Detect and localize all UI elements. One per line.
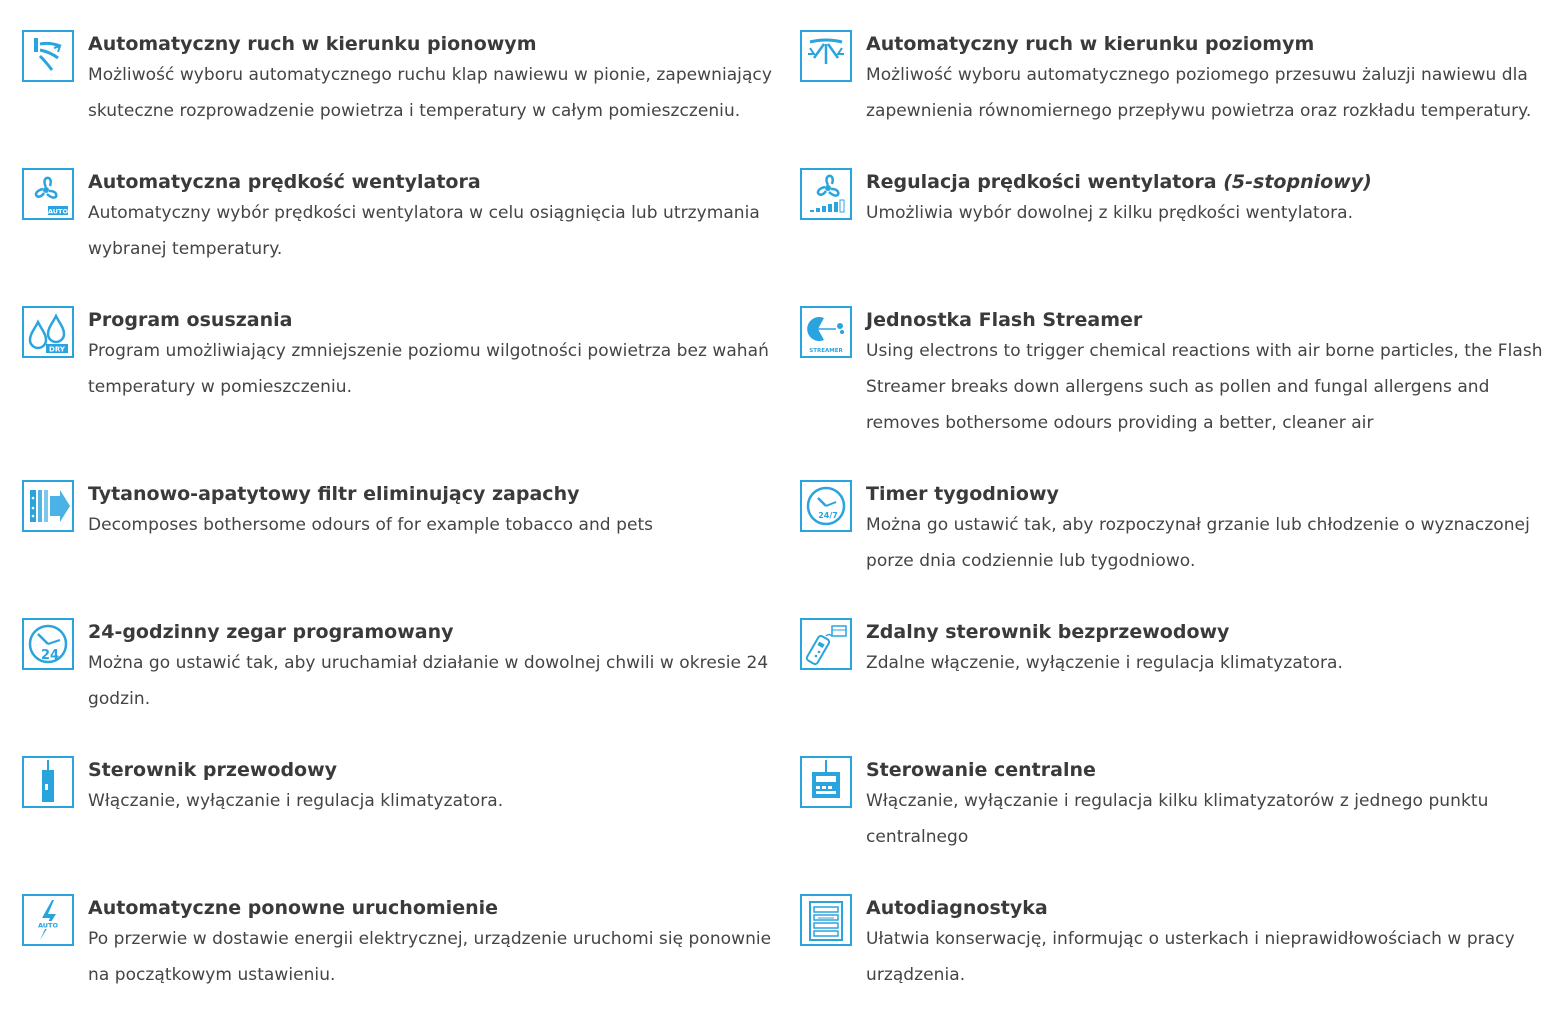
svg-text:AUTO: AUTO <box>47 207 69 216</box>
weekly-timer-icon <box>800 480 852 532</box>
feature-description: Decomposes bothersome odours of for example tobacco and pets <box>88 515 654 535</box>
svg-text:DRY: DRY <box>49 345 65 354</box>
feature-title: Jednostka Flash Streamer <box>866 309 1143 331</box>
auto-restart-icon <box>22 894 74 946</box>
streamer-icon <box>800 306 852 358</box>
feature-title: Program osuszania <box>88 309 293 331</box>
feature-description: Możliwość wyboru automatycznego poziomego przesuwu żaluzji nawiewu dla zapewnienia równomiernego przepływu powietrza oraz rozkładu temperatury. <box>866 65 1532 121</box>
feature-title: Automatyczny ruch w kierunku poziomym <box>866 33 1315 55</box>
feature-title: Sterownik przewodowy <box>88 759 338 781</box>
svg-text:24/7: 24/7 <box>818 511 838 520</box>
svg-text:AUTO: AUTO <box>37 921 59 930</box>
feature-description: Włączanie, wyłączanie i regulacja kilku klimatyzatorów z jednego punktu centralnego <box>866 791 1489 847</box>
fan-speed-steps-icon <box>800 168 852 220</box>
feature-title: Automatyczne ponowne uruchomienie <box>88 897 499 919</box>
feature-title: 24-godzinny zegar programowany <box>88 621 454 643</box>
fan-auto-icon <box>22 168 74 220</box>
feature-title: Autodiagnostyka <box>866 897 1048 919</box>
feature-description: Możliwość wyboru automatycznego ruchu klap nawiewu w pionie, zapewniający skuteczne rozprowadzenie powietrza i temperatury w całym pomieszczeniu. <box>88 65 772 121</box>
clock-24-icon <box>22 618 74 670</box>
vertical-swing-icon <box>22 30 74 82</box>
dry-drops-icon <box>22 306 74 358</box>
feature-description: Ułatwia konserwację, informując o usterkach i nieprawidłowościach w pracy urządzenia. <box>866 929 1515 985</box>
central-control-icon <box>800 756 852 808</box>
svg-text:24: 24 <box>40 648 60 663</box>
feature-description: Po przerwie w dostawie energii elektrycznej, urządzenie uruchomi się ponownie na początkowym ustawieniu. <box>88 929 772 985</box>
feature-title: Timer tygodniowy <box>866 483 1059 505</box>
filter-icon <box>22 480 74 532</box>
feature-title: Automatyczny ruch w kierunku pionowym <box>88 33 537 55</box>
feature-description: Using electrons to trigger chemical reactions with air borne particles, the Flash Streamer breaks down allergens such as pollen and fungal allergens and removes bothersome odours providing a better, cleaner air <box>866 341 1543 433</box>
feature-title: Zdalny sterownik bezprzewodowy <box>866 621 1230 643</box>
feature-description: Zdalne włączenie, wyłączenie i regulacja klimatyzatora. <box>866 653 1343 673</box>
feature-description: Automatyczny wybór prędkości wentylatora w celu osiągnięcia lub utrzymania wybranej temperatury. <box>88 203 760 259</box>
feature-description: Włączanie, wyłączanie i regulacja klimatyzatora. <box>88 791 504 811</box>
remote-control-icon <box>800 618 852 670</box>
feature-title: Automatyczna prędkość wentylatora <box>88 171 481 193</box>
self-diagnosis-icon <box>800 894 852 946</box>
feature-description: Umożliwia wybór dowolnej z kilku prędkości wentylatora. <box>866 203 1354 223</box>
feature-description: Program umożliwiający zmniejszenie poziomu wilgotności powietrza bez wahań temperatury w pomieszczeniu. <box>88 341 769 397</box>
feature-title: Regulacja prędkości wentylatora (5-stopniowy) <box>866 171 1372 193</box>
wired-controller-icon <box>22 756 74 808</box>
feature-description: Można go ustawić tak, aby rozpoczynał grzanie lub chłodzenie o wyznaczonej porze dnia codziennie lub tygodniowo. <box>866 515 1530 571</box>
feature-title: Tytanowo-apatytowy filtr eliminujący zapachy <box>88 483 580 505</box>
feature-description: Można go ustawić tak, aby uruchamiał działanie w dowolnej chwili w okresie 24 godzin. <box>88 653 769 709</box>
svg-text:STREAMER: STREAMER <box>809 348 843 354</box>
feature-title: Sterowanie centralne <box>866 759 1096 781</box>
horizontal-swing-icon <box>800 30 852 82</box>
